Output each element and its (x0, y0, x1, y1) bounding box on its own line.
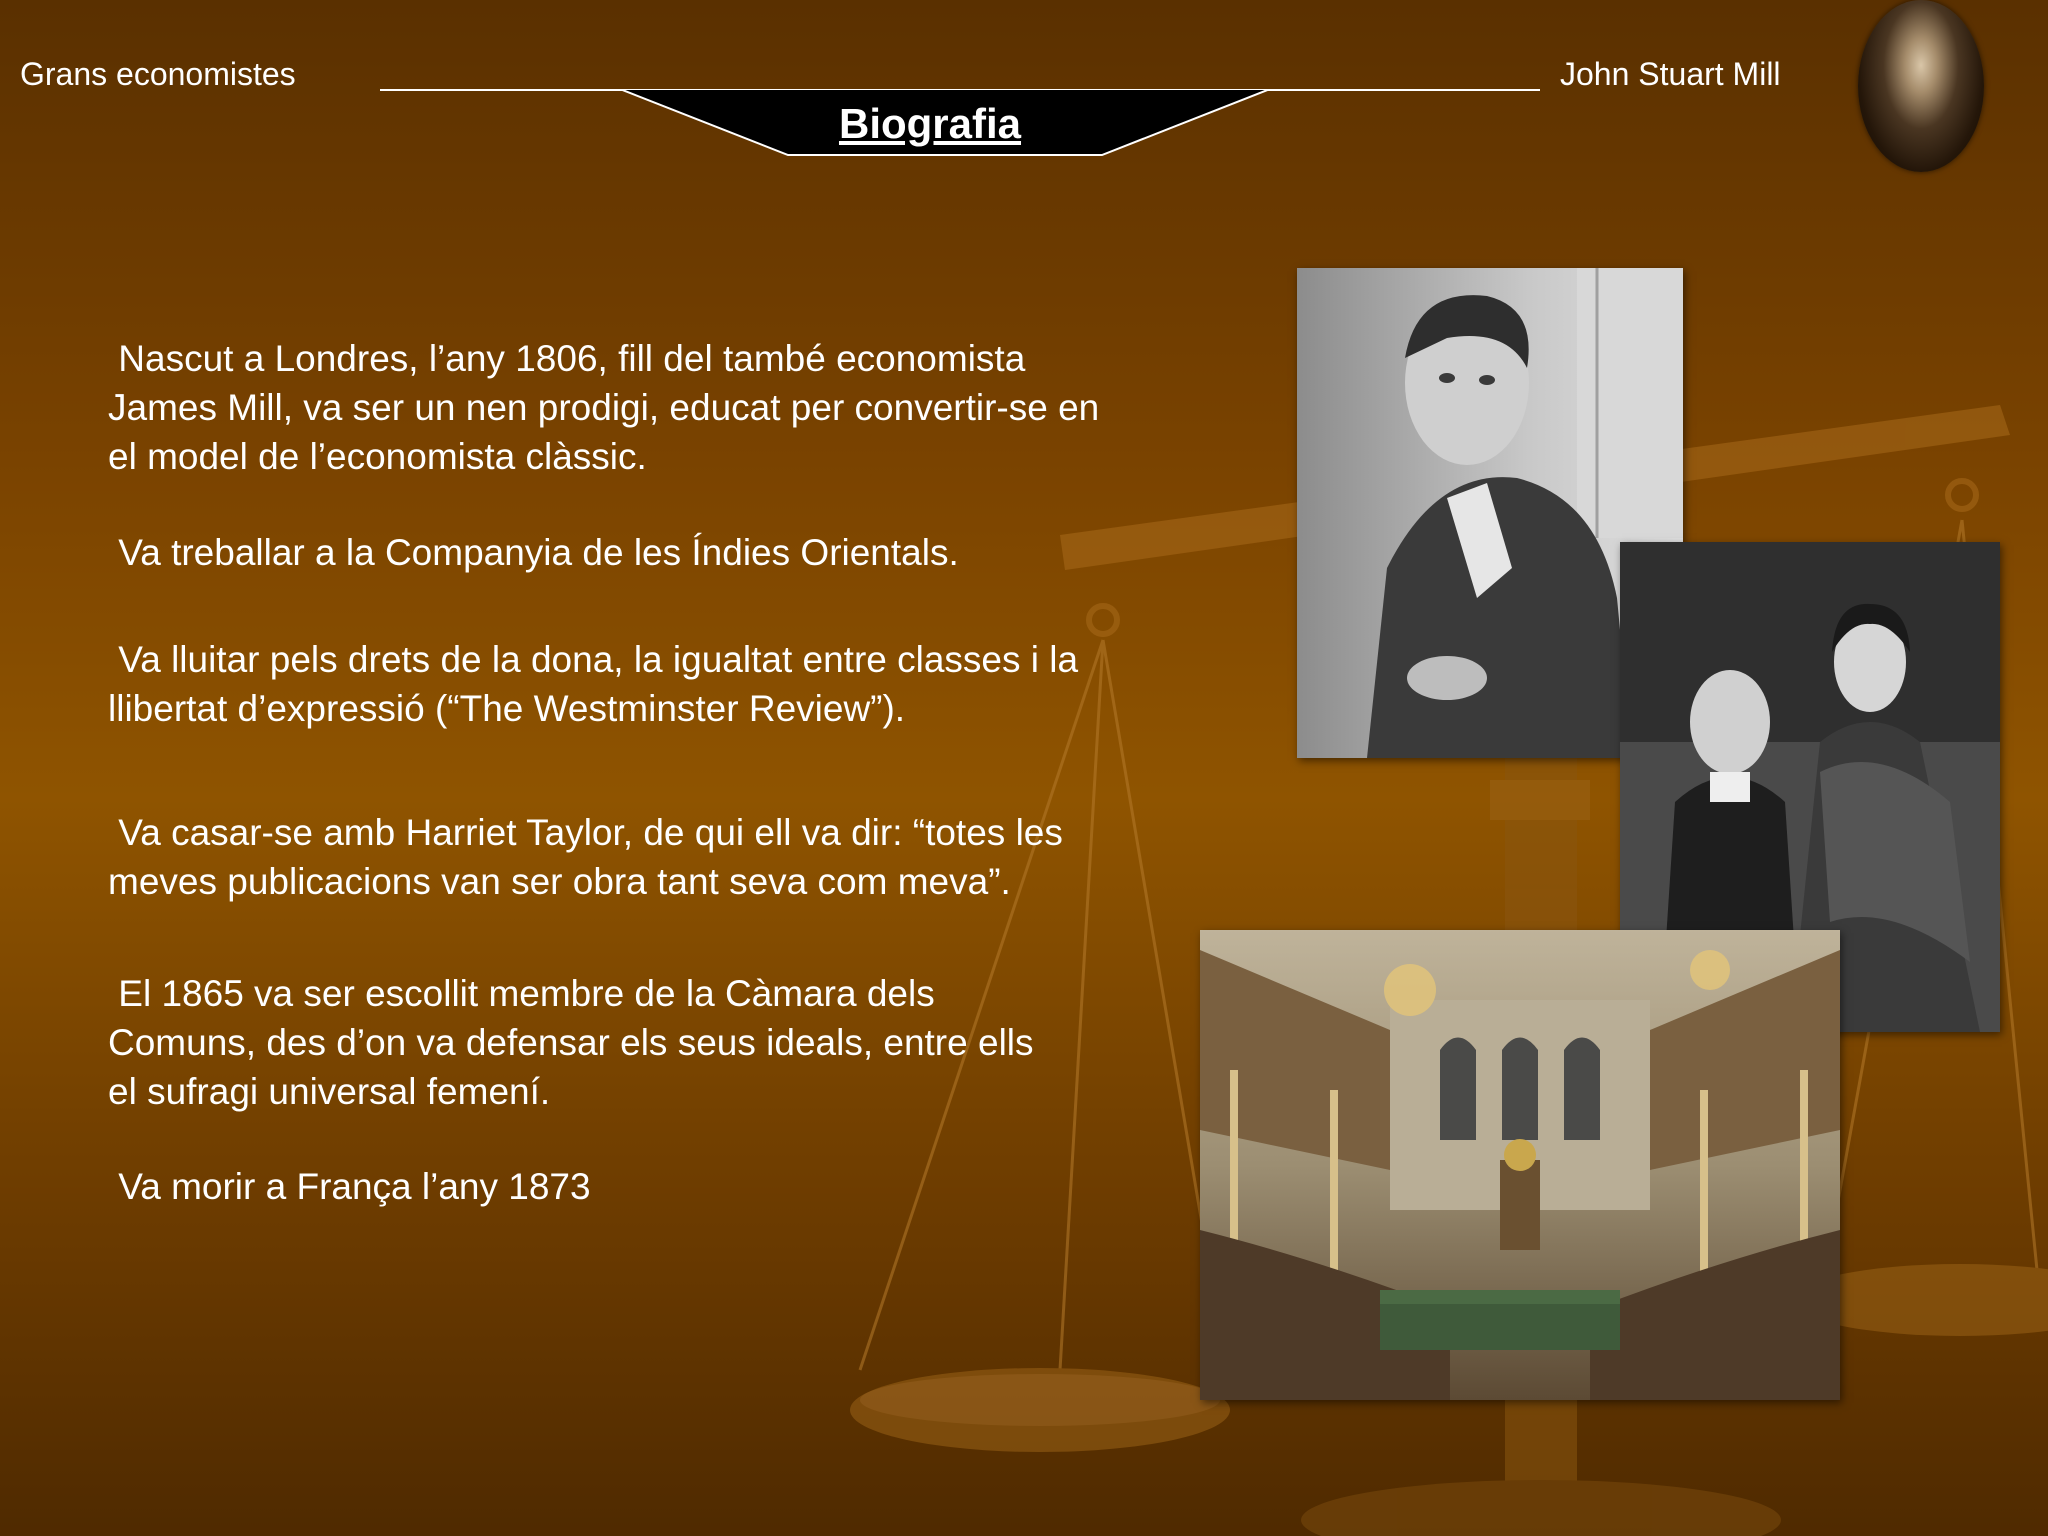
house-of-commons-engraving-image (1200, 930, 1840, 1400)
page-title: Biografia (838, 100, 1022, 147)
paragraph-parliament (108, 969, 1208, 1116)
paragraph-line: Va treballar a la Companyia de les Índies Orientals. (108, 532, 959, 573)
paragraph-line: Va lluitar pels drets de la dona, la igualtat entre classes i la (108, 639, 1079, 680)
paragraph-rights (108, 635, 1208, 733)
paragraph-line: Comuns, des d’on va defensar els seus ideals, entre ells (108, 1022, 1034, 1063)
economist-name: John Stuart Mill (1560, 56, 1781, 92)
john-stuart-mill-portrait-icon (1858, 0, 1984, 172)
paragraph-line: meves publicacions van ser obra tant seva com meva”. (108, 861, 1011, 902)
paragraph-line: Nascut a Londres, l’any 1806, fill del també economista (108, 338, 1026, 379)
paragraph-marriage (108, 808, 1208, 906)
paragraph-death (108, 1162, 1208, 1211)
paragraph-line: El 1865 va ser escollit membre de la Càmara dels (108, 973, 935, 1014)
course-title: Grans economistes (20, 56, 296, 92)
paragraph-line: el sufragi universal femení. (108, 1071, 551, 1112)
paragraph-work (108, 528, 1208, 577)
paragraph-line: el model de l’economista clàssic. (108, 436, 647, 477)
paragraph-line: James Mill, va ser un nen prodigi, educat per convertir-se en (108, 387, 1100, 428)
paragraph-line: llibertat d’expressió (“The Westminster Review”). (108, 688, 906, 729)
paragraph-line: Va morir a França l’any 1873 (108, 1166, 591, 1207)
paragraph-birth (108, 334, 1208, 481)
paragraph-line: Va casar-se amb Harriet Taylor, de qui ell va dir: “totes les (108, 812, 1063, 853)
